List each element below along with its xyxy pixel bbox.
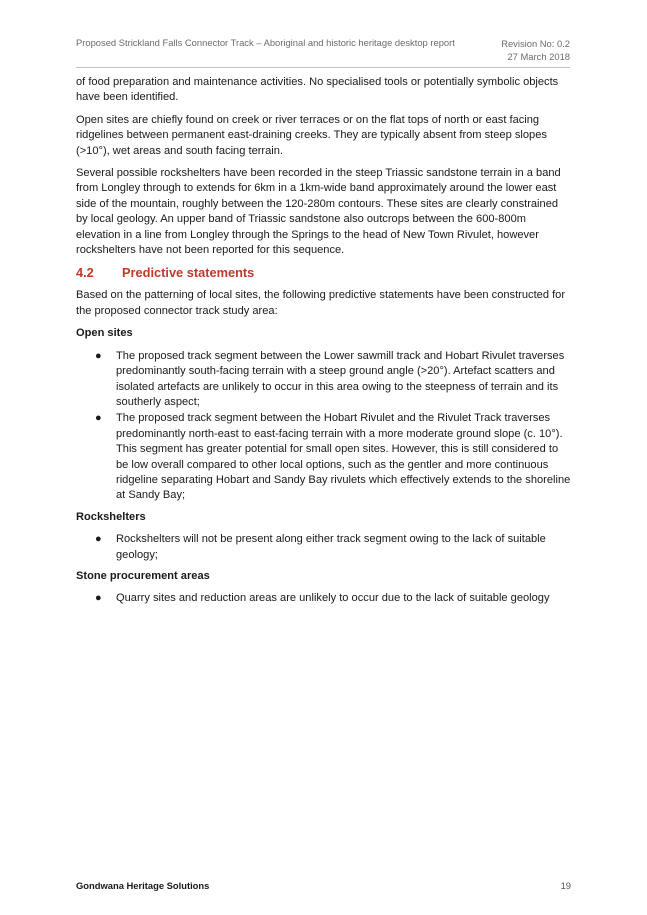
list-item xyxy=(76,532,571,563)
list-item-text: Rockshelters will not be present along either track segment owing to the lack of suitable geology; xyxy=(116,533,546,561)
report-title: Proposed Strickland Falls Connector Track – Aboriginal and historic heritage desktop report xyxy=(76,37,455,48)
list-item-text: Quarry sites and reduction areas are unlikely to occur due to the lack of suitable geology xyxy=(116,592,550,605)
list-item xyxy=(76,349,571,411)
paragraph-food-preparation: of food preparation and maintenance activities. No specialised tools or potentially symbolic objects have been identified. xyxy=(76,76,559,104)
bullet-icon: ● xyxy=(95,533,102,546)
rockshelters-heading: Rockshelters xyxy=(76,510,146,523)
stone-procurement-list xyxy=(76,591,571,606)
open-sites-list xyxy=(76,349,571,504)
page-number: 19 xyxy=(560,880,571,891)
intro-paragraph: Based on the patterning of local sites, the following predictive statements have been constructed for the proposed connector track study area: xyxy=(76,289,566,317)
section-number: 4.2 xyxy=(76,265,94,281)
list-item-text: The proposed track segment between the Hobart Rivulet and the Rivulet Track traverses predominantly north-east to east-facing terrain with a more moderate ground slope (c. 10°). This segment has greater potential for small open sites. However, this is still considered to be low overall compared to other local options, such as the gentler and more continuous ridgeline separating Hobart and Sandy Bay rivulets which effectively extends to the shoreline at Sandy Bay; xyxy=(116,412,571,502)
paragraph-rockshelters: Several possible rockshelters have been recorded in the steep Triassic sandstone terrain in a band from Longley through to extends for 6km in a 1km-wide band approximately around the lower east side of the mountain, roughly between the 120-280m contours. These sites are clearly constrained by local geology. An upper band of Triassic sandstone also outcrops between the 600-800m elevation in a line from Longley through the Springs to the head of New Town Rivulet, however rockshelters have not been reported for this sequence. xyxy=(76,167,561,257)
list-item xyxy=(76,591,571,606)
bullet-icon: ● xyxy=(95,349,102,362)
company-name: Gondwana Heritage Solutions xyxy=(76,880,210,891)
paragraph-open-sites: Open sites are chiefly found on creek or river terraces or on the flat tops of north or east facing ridgelines between permanent east-draining creeks. They are typically absent from steep slopes (>10°), wet areas and south facing terrain. xyxy=(76,113,547,157)
revision-date: 27 March 2018 xyxy=(507,51,570,62)
bullet-icon: ● xyxy=(95,412,102,425)
stone-procurement-heading: Stone procurement areas xyxy=(76,569,210,582)
page-content xyxy=(76,75,571,613)
section-title: Predictive statements xyxy=(122,265,255,281)
revision-block xyxy=(501,37,570,63)
open-sites-heading: Open sites xyxy=(76,327,133,340)
section-heading xyxy=(76,265,571,281)
bullet-icon: ● xyxy=(95,592,102,605)
list-item xyxy=(76,411,571,503)
rockshelters-list xyxy=(76,532,571,563)
revision-number: Revision No: 0.2 xyxy=(501,38,570,49)
page-header xyxy=(76,37,570,68)
list-item-text: The proposed track segment between the Lower sawmill track and Hobart Rivulet traverses predominantly south-facing terrain with a steep ground angle (>20°). Artefact scatters and isolated artefacts are unlikely to occur in this area owing to the steepness of terrain and its southerly aspect; xyxy=(116,349,565,408)
